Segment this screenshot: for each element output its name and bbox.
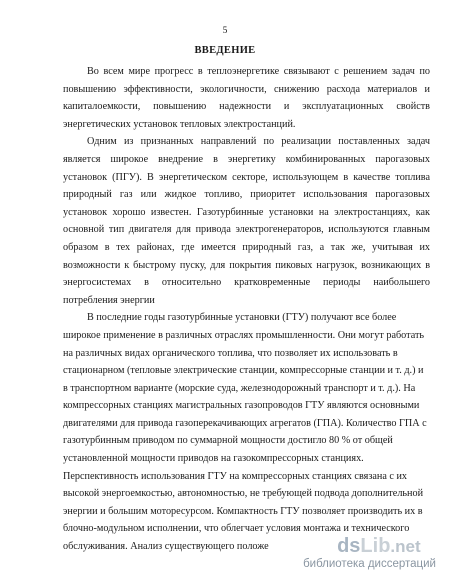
page-number: 5 (222, 26, 228, 36)
paragraph-1: Во всем мире прогресс в теплоэнергетике связывают с решением задач по повышению эффективности, экологичности, снижению расхода материалов и капиталоемкости, повышению надежности и эксплуатационных свойств энергетических установок тепловых электростанций. (63, 66, 430, 130)
paragraph-2: Одним из признанных направлений по реализации поставленных задач является широкое внедрение в энергетику комбинированных парогазовых установок (ПГУ). В энергетическом секторе, использующем в качестве топлива природный газ или жидкое топливо, приоритет использования парогазовых установок хорошо известен. Газотурбинные установки на электростанциях, как основной тип двигателя для привода электрогенераторов, используются главным образом в тех районах, где имеется природный газ, а так же, учитывая их возможности к быстрому пуску, для покрытия пиковых нагрузок, возникающих в энергосистемах в относительно кратковременные периоды наибольшего потребления энергии (63, 136, 430, 306)
watermark-brand-ds: ds (337, 535, 361, 557)
watermark-brand-net: .net (390, 537, 421, 556)
watermark-subtitle: библиотека диссертаций (303, 558, 436, 570)
watermark-brand-lib: Lib (360, 535, 391, 557)
watermark-brand (337, 536, 436, 557)
paragraph-3: В последние годы газотурбинные установки (ГТУ) получают все более широкое применение в различных отраслях промышленности. Они могут работать на различных видах органического топлива, что позволяет их использовать в стационарном (тепловые электрические станции, компрессорные станции и т. д.) и в транспортном варианте (морские суда, железнодорожный транспорт и т. д.). На компрессорных станциях магистральных газопроводов ГТУ являются основными двигателями для привода газоперекачивающих агрегатов (ГПА). Количество ГПА с газотурбинным приводом по суммарной мощности достигло 80 % от общей установленной мощности приводов на газокомпрессорных станциях. Перспективность использования ГТУ на компрессорных станциях связана с их высокой энергоемкостью, автономностью, не требующей подвода дополнительной энергии и большим моторесурсом. Компактность ГТУ позволяет производить их в блочно-модульном исполнении, что облегчает условия монтажа и технического обслуживания. Анализ существующего положе (63, 312, 427, 553)
watermark-logo (303, 536, 436, 570)
section-title: ВВЕДЕНИЕ (194, 45, 256, 56)
body-text (63, 63, 430, 556)
